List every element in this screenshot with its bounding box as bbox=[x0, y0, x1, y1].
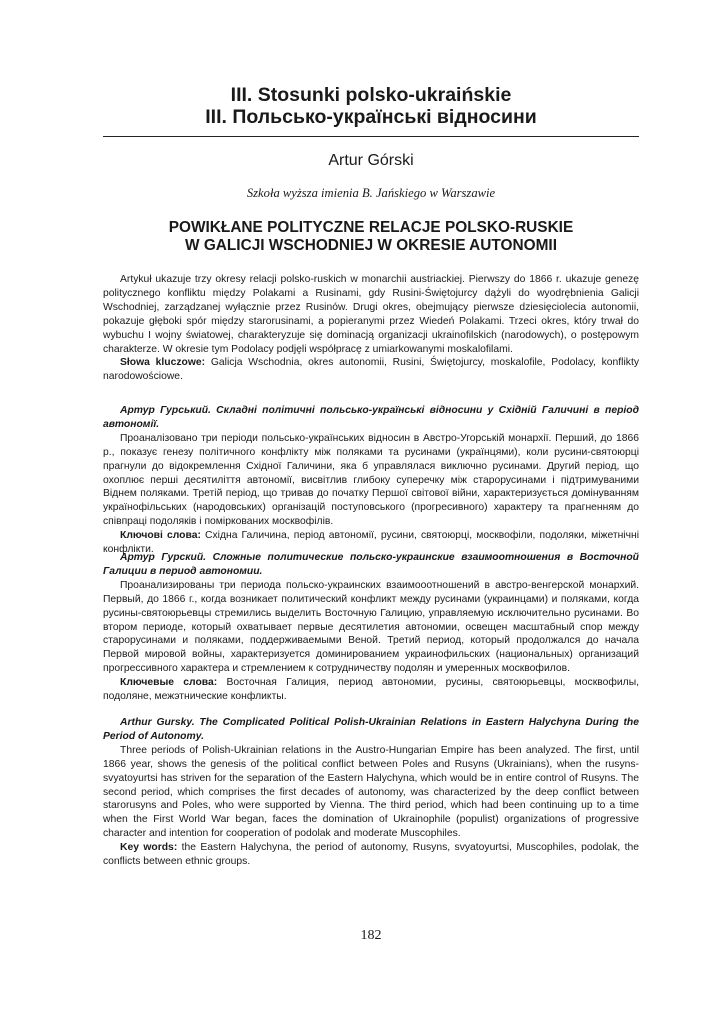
keywords-label: Słowa kluczowe: bbox=[120, 357, 206, 369]
keywords-text: Восточная Галиция, период автономии, русины, святоюрьевцы, москвофилы, подоляне, межэтнические конфликты. bbox=[103, 677, 639, 703]
abstract-english-title: Arthur Gursky. The Complicated Political Polish-Ukrainian Relations in Eastern Halychyna During the Period of Autonomy. bbox=[103, 717, 639, 742]
abstract-english bbox=[103, 716, 639, 869]
keywords-text: Galicja Wschodnia, okres autonomii, Rusini, Świętojurcy, moskalofile, Podolacy, konflikty narodowościowe. bbox=[103, 357, 639, 383]
section-title-ukrainian: III. Польсько-українські відносини bbox=[205, 106, 537, 128]
keywords-text: Східна Галичина, період автономії, русини, святоюрці, москвофіли, подоляки, міжетнічні конфлікти. bbox=[103, 530, 639, 556]
abstract-russian bbox=[103, 551, 639, 704]
author-name: Artur Górski bbox=[328, 152, 414, 169]
abstract-english-text: Three periods of Polish-Ukrainian relations in the Austro-Hungarian Empire has been analyzed. The first, until 1866 year, shows the genesis of the political conflict between Poles and Rusyns (Ukrainians), when the rusyns-svyatoyurtsi has striven for the separation of the Eastern Halychyna, which would be in entire control of Rusyns. The second period, which comprises the first decades of autonomy, was characterized by the deep conflict between starorusyns and Poles, who were supported by Vienna. The third period, which had been continuing up to a time when the First World War began, faces the domination of Ukrainophile (populist) organizations of progressive character and intention for cooperation of podolak and moderate Muscophiles. bbox=[103, 744, 639, 840]
abstract-ukrainian-text: Проаналізовано три періоди польсько-українських відносин в Австро-Угорській монархії. Перший, до 1866 р., показує генезу політичного конфлікту між поляками та русинами (українцями), коли русини-святоюрці прагнули до відокремлення Східної Галичини, яка б управлялася виключно русинами. Другий період, що охоплює перші десятиліття автономії, висвітлив глибоку суперечку між старорусинами і підтримуваними Віднем поляками. Третій період, що тривав до початку Першої світової війни, характеризується домінуванням українофільських (народовських) організацій поступовського (прогресивного) характеру та прагненням до співпраці подоляків і поміркованих москвофілів. bbox=[103, 432, 639, 528]
header-divider bbox=[103, 136, 639, 137]
author-affiliation: Szkoła wyższa imienia B. Jańskiego w Warszawie bbox=[246, 186, 496, 200]
abstract-ukrainian-title: Артур Гурський. Складні політичні польсько-українські відносини у Східній Галичині в період автономії. bbox=[103, 405, 639, 430]
abstract-russian-title: Артур Гурский. Сложные политические польско-украинские взаимоотношения в Восточной Галиции в период автономии. bbox=[103, 552, 639, 577]
keywords-polish bbox=[103, 356, 639, 384]
page-number: 182 bbox=[360, 928, 382, 943]
abstract-ukrainian bbox=[103, 404, 639, 557]
keywords-label: Ключевые слова: bbox=[120, 677, 218, 689]
keywords-label: Ключові слова: bbox=[120, 530, 201, 542]
abstract-russian-text: Проанализированы три периода польско-украинских взаимооотношений в австро-венгерской монархий. Первый, до 1866 г., когда возникает политический конфликт между русинами (украинцами) и поляками, когда русины-святоюрьевцы стремились выделить Восточную Галицию, управляемую исключительно русинами. Во втором периоде, который охватывает первые десятилетия автономии, освещен масштабный спор между старорусинами и поляками, поддерживаемыми Веной. Третий период, который продолжался до начала Первой мировой войны, характеризуется доминированием украинофильских (национальных) организаций прогрессивного характера и стремлением к сотрудничеству подолян и умеренных москвофилов. bbox=[103, 579, 639, 675]
keywords-english bbox=[103, 841, 639, 869]
keywords-label: Key words: bbox=[120, 842, 178, 854]
paper-title-line-1: POWIKŁANE POLITYCZNE RELACJE POLSKO-RUSKIE bbox=[168, 219, 574, 236]
abstract-polish bbox=[103, 273, 639, 384]
section-title-polish: III. Stosunki polsko-ukraińskie bbox=[230, 84, 512, 106]
abstract-polish-text: Artykuł ukazuje trzy okresy relacji polsko-ruskich w monarchii austriackiej. Pierwszy do 1866 r. ukazuje genezę politycznego konfliktu między Polakami a Rusinami, gdy Rusini-Świętojurcy dążyli do wyodrębnienia Galicji Wschodniej, zarządzanej wyłącznie przez Rusinów. Drugi okres, obejmujący pierwsze dziesięciolecia autonomii, pokazuje głęboki spór między starorusinami, a popieranymi przez Wiedeń Polakami. Trzeci okres, który trwał do wybuchu I wojny światowej, charakteryzuje się dominacją organizacji ukrainofilskich (narodowych), o postępowym charakterze. W okresie tym Podolacy podjęli współpracę z umiarkowanymi moskalofilami. bbox=[103, 274, 639, 355]
keywords-russian bbox=[103, 676, 639, 704]
keywords-text: the Eastern Halychyna, the period of autonomy, Rusyns, svyatoyurtsi, Muscophiles, podolak, the conflicts between ethnic groups. bbox=[103, 842, 639, 868]
paper-title-line-2: W GALICJI WSCHODNIEJ W OKRESIE AUTONOMII bbox=[185, 237, 557, 254]
